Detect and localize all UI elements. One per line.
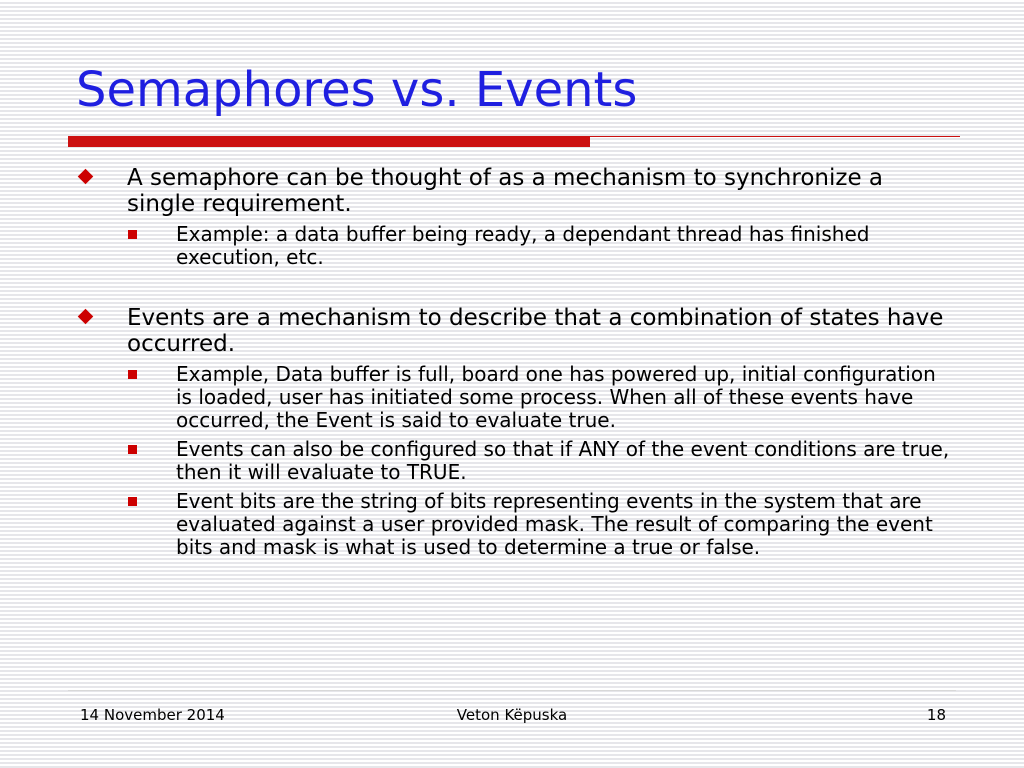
title-underline-thin xyxy=(590,136,960,137)
bullet-text: Events are a mechanism to describe that a combination of states have occurred. xyxy=(127,305,944,357)
sub-bullet-semaphore-example xyxy=(76,223,956,269)
sub-bullet-events-any xyxy=(76,438,956,484)
sub-bullet-event-bits xyxy=(76,490,956,559)
diamond-bullet-icon xyxy=(78,169,94,185)
bullet-events xyxy=(76,305,956,357)
bullet-text: A semaphore can be thought of as a mechanism to synchronize a single requirement. xyxy=(127,165,884,217)
sub-bullet-text: Events can also be configured so that if ANY of the event conditions are true, then it will evaluate to TRUE. xyxy=(176,437,950,484)
square-bullet-icon xyxy=(128,370,137,379)
bullet-gap xyxy=(76,269,956,305)
square-bullet-icon xyxy=(128,445,137,454)
slide-title: Semaphores vs. Events xyxy=(76,62,638,118)
title-underline-thick xyxy=(68,136,590,147)
footer-divider xyxy=(68,690,956,691)
footer-page-number: 18 xyxy=(926,706,946,724)
bullet-semaphore xyxy=(76,165,956,217)
sub-bullet-text: Event bits are the string of bits representing events in the system that are evaluated against a user provided mask. The result of comparing the event bits and mask is what is used to determine a true or false. xyxy=(176,489,933,559)
footer-author: Veton Këpuska xyxy=(456,706,568,724)
footer-date: 14 November 2014 xyxy=(80,706,225,724)
sub-bullet-text: Example: a data buffer being ready, a dependant thread has finished execution, etc. xyxy=(176,222,870,269)
diamond-bullet-icon xyxy=(78,309,94,325)
slide-body xyxy=(76,165,956,559)
square-bullet-icon xyxy=(128,230,137,239)
sub-bullet-text: Example, Data buffer is full, board one has powered up, initial configuration is loaded, user has initiated some process. When all of these events have occurred, the Event is said to evaluate true. xyxy=(176,362,936,432)
square-bullet-icon xyxy=(128,497,137,506)
sub-bullet-events-example xyxy=(76,363,956,432)
